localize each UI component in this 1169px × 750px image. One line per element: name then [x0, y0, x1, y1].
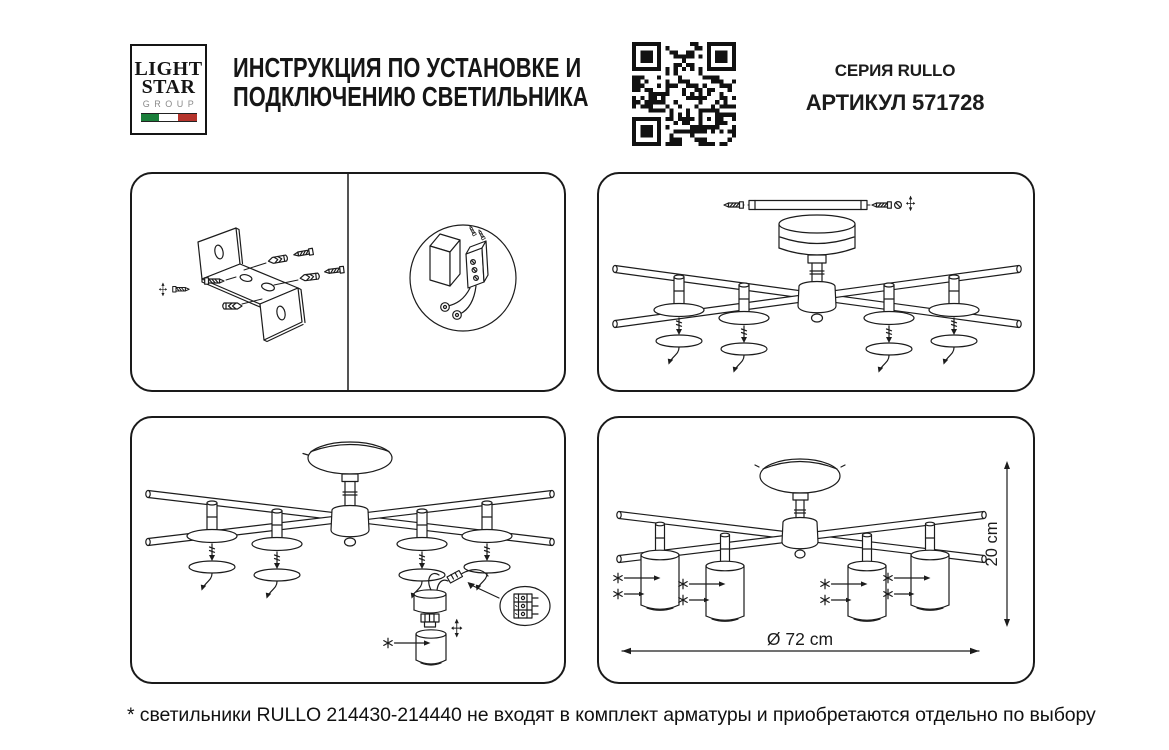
step1-step2-drawing [132, 174, 564, 390]
title-line-1: ИНСТРУКЦИЯ ПО УСТАНОВКЕ И [233, 52, 582, 83]
step3-drawing [599, 174, 1033, 390]
step5-drawing [599, 418, 1033, 682]
logo-word-group: GROUP [142, 98, 199, 109]
panel-step-5 [597, 416, 1035, 684]
logo-word-light: LIGHT [134, 57, 203, 80]
panel-step-4 [130, 416, 566, 684]
panel-step-1-2 [130, 172, 566, 392]
step4-drawing [132, 418, 564, 682]
series-article-block [770, 61, 1020, 116]
height-dimension-label: 20 cm [983, 521, 1001, 567]
qr-code-icon [630, 42, 738, 146]
logo-word-star: STAR [141, 75, 196, 98]
lightstar-logo [130, 44, 207, 135]
diameter-dimension-label: Ø 72 cm [766, 629, 834, 649]
panel-step-3 [597, 172, 1035, 392]
footnote: * светильники RULLO 214430-214440 не входят в комплект арматуры и приобретаются отдельно по выбору [127, 704, 1096, 726]
italian-flag-stripe [141, 113, 197, 122]
document-title [233, 53, 689, 111]
title-line-2: ПОДКЛЮЧЕНИЮ СВЕТИЛЬНИКА [233, 81, 589, 112]
series-label: СЕРИЯ RULLO [834, 61, 956, 80]
article-label: АРТИКУЛ 571728 [805, 90, 985, 115]
